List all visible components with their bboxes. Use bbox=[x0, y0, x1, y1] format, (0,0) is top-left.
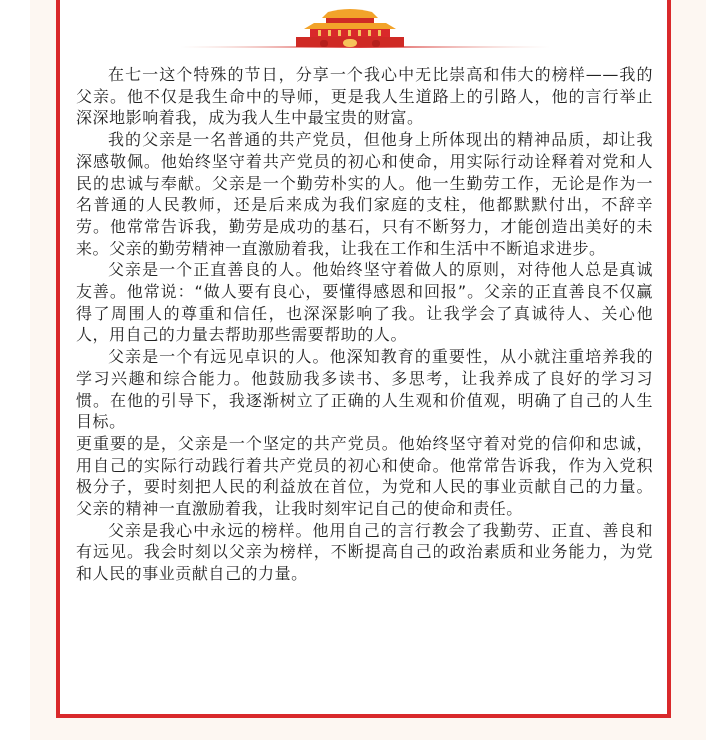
paragraph: 父亲是一个有远见卓识的人。他深知教育的重要性，从小就注重培养我的学习兴趣和综合能力。他鼓励我多读书、多思考，让我养成了良好的学习习惯。在他的引导下，我逐渐树立了正确的人生观和价值观，明确了自己的人生目标。 bbox=[76, 347, 653, 432]
tiananmen-gate-icon bbox=[60, 6, 667, 54]
paragraph: 父亲是一个正直善良的人。他始终坚守着做人的原则，对待他人总是真诚友善。他常说：“做人要有良心，要懂得感恩和回报”。父亲的正直善良不仅赢得了周围人的尊重和信任，也深深影响了我。让我学会了真诚待人、关心他人，用自己的力量去帮助那些需要帮助的人。 bbox=[76, 260, 653, 345]
paragraph: 在七一这个特殊的节日，分享一个我心中无比崇高和伟大的榜样——我的父亲。他不仅是我生命中的导师，更是我人生道路上的引路人，他的言行举止深深地影响着我，成为我人生中最宝贵的财富。 bbox=[76, 65, 653, 128]
paragraph: 我的父亲是一名普通的共产党员，但他身上所体现出的精神品质，却让我深感敬佩。他始终坚守着共产党员的初心和使命，用实际行动诠释着对党和人民的忠诚与奉献。父亲是一个勤劳朴实的人。他一生勤劳工作，无论是作为一名普通的人民教师，还是后来成为我们家庭的支柱，他都默默付出，不辞辛劳。他常常告诉我，勤劳是成功的基石，只有不断努力，才能创造出美好的未来。父亲的勤劳精神一直激励着我，让我在工作和生活中不断追求进步。 bbox=[76, 130, 653, 258]
article-frame bbox=[56, 0, 671, 718]
header-decoration bbox=[60, 6, 667, 54]
paragraph: 更重要的是，父亲是一个坚定的共产党员。他始终坚守着对党的信仰和忠诚，用自己的实际行动践行着共产党员的初心和使命。他常常告诉我，作为入党积极分子，要时刻把人民的利益放在首位，为党和人民的事业贡献自己的力量。父亲的精神一直激励着我，让我时刻牢记自己的使命和责任。 bbox=[76, 433, 653, 519]
article-body bbox=[76, 64, 653, 585]
paragraph: 父亲是我心中永远的榜样。他用自己的言行教会了我勤劳、正直、善良和有远见。我会时刻以父亲为榜样，不断提高自己的政治素质和业务能力，为党和人民的事业贡献自己的力量。 bbox=[76, 520, 653, 584]
